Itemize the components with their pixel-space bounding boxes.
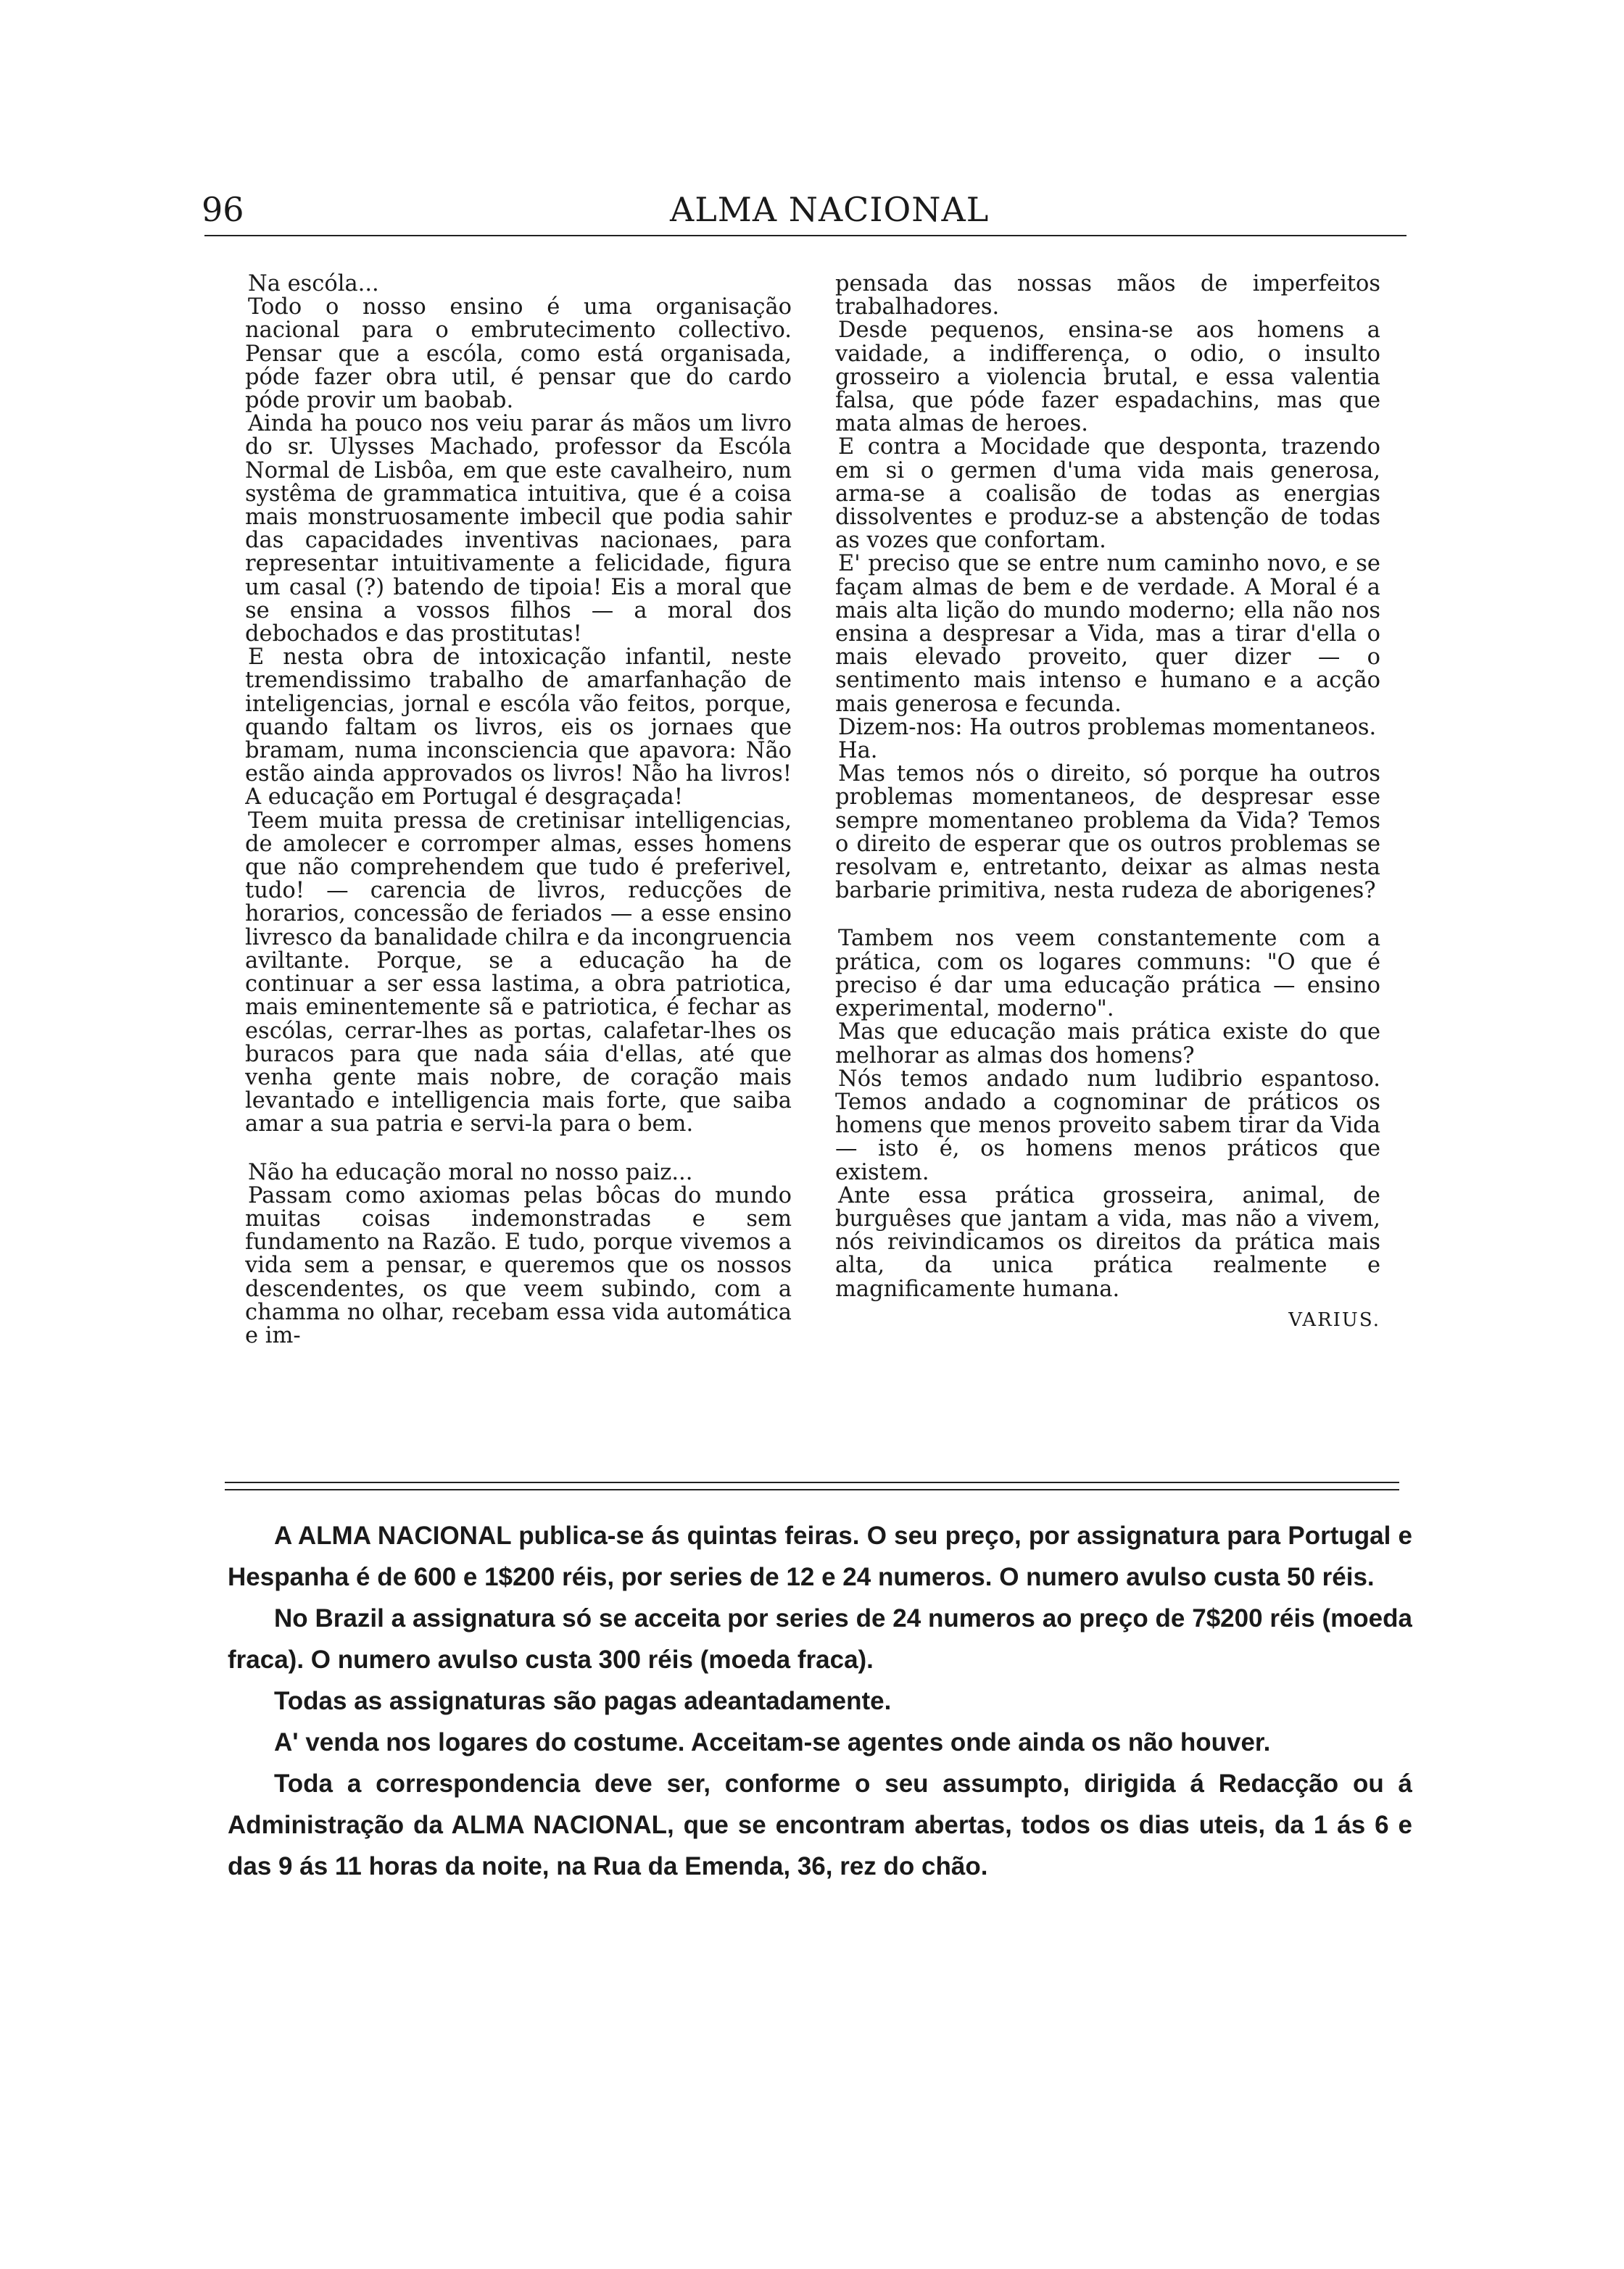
notice-paragraph: Todas as assignaturas são pagas adeantadamente. [274, 1687, 892, 1715]
paragraph: Mas que educação mais prática existe do que melhorar as almas dos homens? [835, 1019, 1380, 1069]
section-gap [835, 903, 1380, 927]
notice-paragraph: Toda a correspondencia deve ser, conforme o seu assumpto, dirigida á Redacção ou á Administração da ALMA NACIONAL, que se encontram abertas, todos os dias uteis, da 1 ás 6 e das 9 ás 11 horas da noite, na Rua da Emenda, 36, rez do chão. [228, 1770, 1412, 1880]
author-signature: VARIUS. [1288, 1308, 1380, 1331]
notice-paragraph: A' venda nos logares do costume. Acceitam-se agentes onde ainda os não houver. [274, 1728, 1271, 1756]
notice-paragraph: No Brazil a assignatura só se acceita por series de 24 numeros ao preço de 7$200 réis (moeda fraca). O numero avulso custa 300 réis (moeda fraca). [228, 1604, 1412, 1674]
paragraph: Passam como axiomas pelas bôcas do mundo muitas coisas indemonstradas e sem fundamento na Razão. E tudo, porque vivemos a vida sem a pensar, e queremos que os nossos descendentes, os que veem subindo, com a chamma no olhar, recebam essa vida automática e im- [245, 1182, 792, 1348]
paragraph: Teem muita pressa de cretinisar intelligencias, de amolecer e corromper almas, esses homens que não comprehendem que tudo é preferivel, tudo! — carencia de livros, reducções de horarios, concessão de feriados — a esse ensino livresco da banalidade chilra e da incongruencia aviltante. Porque, se a educação ha de continuar a ser essa lastima, a obra patriotica, mais eminentemente sã e patriotica, é fechar as escólas, cerrar-lhes as portas, calafetar-lhes os buracos para que nada sáia d'ellas, até que venha gente mais nobre, de coração mais levantado e intelligencia mais forte, que saiba amar a sua patria e servi-la para o bem. [245, 808, 792, 1137]
paragraph: E contra a Mocidade que desponta, trazendo em si o germen d'uma vida mais generosa, arma-se a coalisão de todas as energias dissolventes e produz-se a abstenção de todas as vozes que confortam. [835, 434, 1380, 554]
paragraph: E' preciso que se entre num caminho novo, e se façam almas de bem e de verdade. A Moral é a mais alta lição do mundo moderno; ella não nos ensina a despresar a Vida, mas a tirar d'ella o mais elevado proveito, quer dizer — o sentimento mais intenso e humano e a acção mais generosa e fecunda. [835, 551, 1380, 717]
paragraph: Dizem-nos: Ha outros problemas momentaneos. [838, 714, 1377, 740]
notice-paragraph: A ALMA NACIONAL publica-se ás quintas feiras. O seu preço, por assignatura para Portugal e Hespanha é de 600 e 1$200 réis, por series de 12 e 24 numeros. O numero avulso custa 50 réis. [228, 1522, 1412, 1591]
paragraph: Na escóla... [248, 273, 379, 296]
paragraph: Mas temos nós o direito, só porque ha outros problemas momentaneos, de despresar esse sempre momentaneo problema da Vida? Temos o direito de esperar que os outros problemas se resolvam e, entretanto, deixar as almas nesta barbarie primitiva, nesta rudeza de aborigenes? [835, 761, 1380, 904]
paragraph: Ainda ha pouco nos veiu parar ás mãos um livro do sr. Ulysses Machado, professor da Escóla Normal de Lisbôa, em que este cavalheiro, num systêma de grammatica intuitiva, que é a coisa mais monstruosamente imbecil que podia sahir das capacidades inventivas nacionaes, para representar intuitivamente a felicidade, figura um casal (?) batendo de tipoia! Eis a moral que se ensina a vossos filhos — a moral dos debochados e das prostitutas! [245, 411, 792, 647]
paragraph: pensada das nossas mãos de imperfeitos trabalhadores. [835, 273, 1380, 320]
paragraph: Desde pequenos, ensina-se aos homens a vaidade, a indifferença, o odio, o insulto grosseiro a violencia brutal, e essa valentia falsa, que póde fazer espadachins, mas que mata almas de heroes. [835, 318, 1380, 437]
paragraph: Ante essa prática grosseira, animal, de burguêses que jantam a vida, mas não a vivem, nós reivindicamos os direitos da prática mais alta, da unica prática realmente e magnificamente humana. [835, 1182, 1380, 1302]
paragraph: Ha. [838, 738, 878, 764]
paragraph: Tambem nos veem constantemente com a prática, com os logares communs: "O que é preciso é dar uma educação prática — ensino experimental, moderno". [835, 926, 1380, 1022]
left-column [245, 273, 792, 1461]
header-rule [204, 235, 1406, 236]
section-gap [245, 1137, 792, 1161]
publication-notice [228, 1515, 1412, 2023]
paragraph: Nós temos andado num ludibrio espantoso. Temos andado a cognominar de práticos os homens que menos proveito sabem tirar da Vida — isto é, os homens menos práticos que existem. [835, 1066, 1380, 1185]
paragraph: Todo o nosso ensino é uma organisação nacional para o embrutecimento collectivo. Pensar que a escóla, como está organisada, póde fazer obra util, é pensar que do cardo póde provir um baobab. [245, 294, 792, 414]
paragraph: E nesta obra de intoxicação infantil, neste tremendissimo trabalho de amarfanhação de inteligencias, jornal e escóla vão feitos, porque, quando faltam os livros, eis os jornaes que bramam, numa inconsciencia que apavora: Não estão ainda approvados os livros! Não ha livros! A educação em Portugal é desgraçada! [245, 644, 792, 810]
paragraph: Não ha educação moral no nosso paiz... [248, 1159, 693, 1185]
page-number: 96 [202, 190, 244, 229]
running-title: ALMA NACIONAL [670, 190, 990, 229]
right-column [835, 273, 1380, 1461]
section-divider [225, 1482, 1399, 1490]
